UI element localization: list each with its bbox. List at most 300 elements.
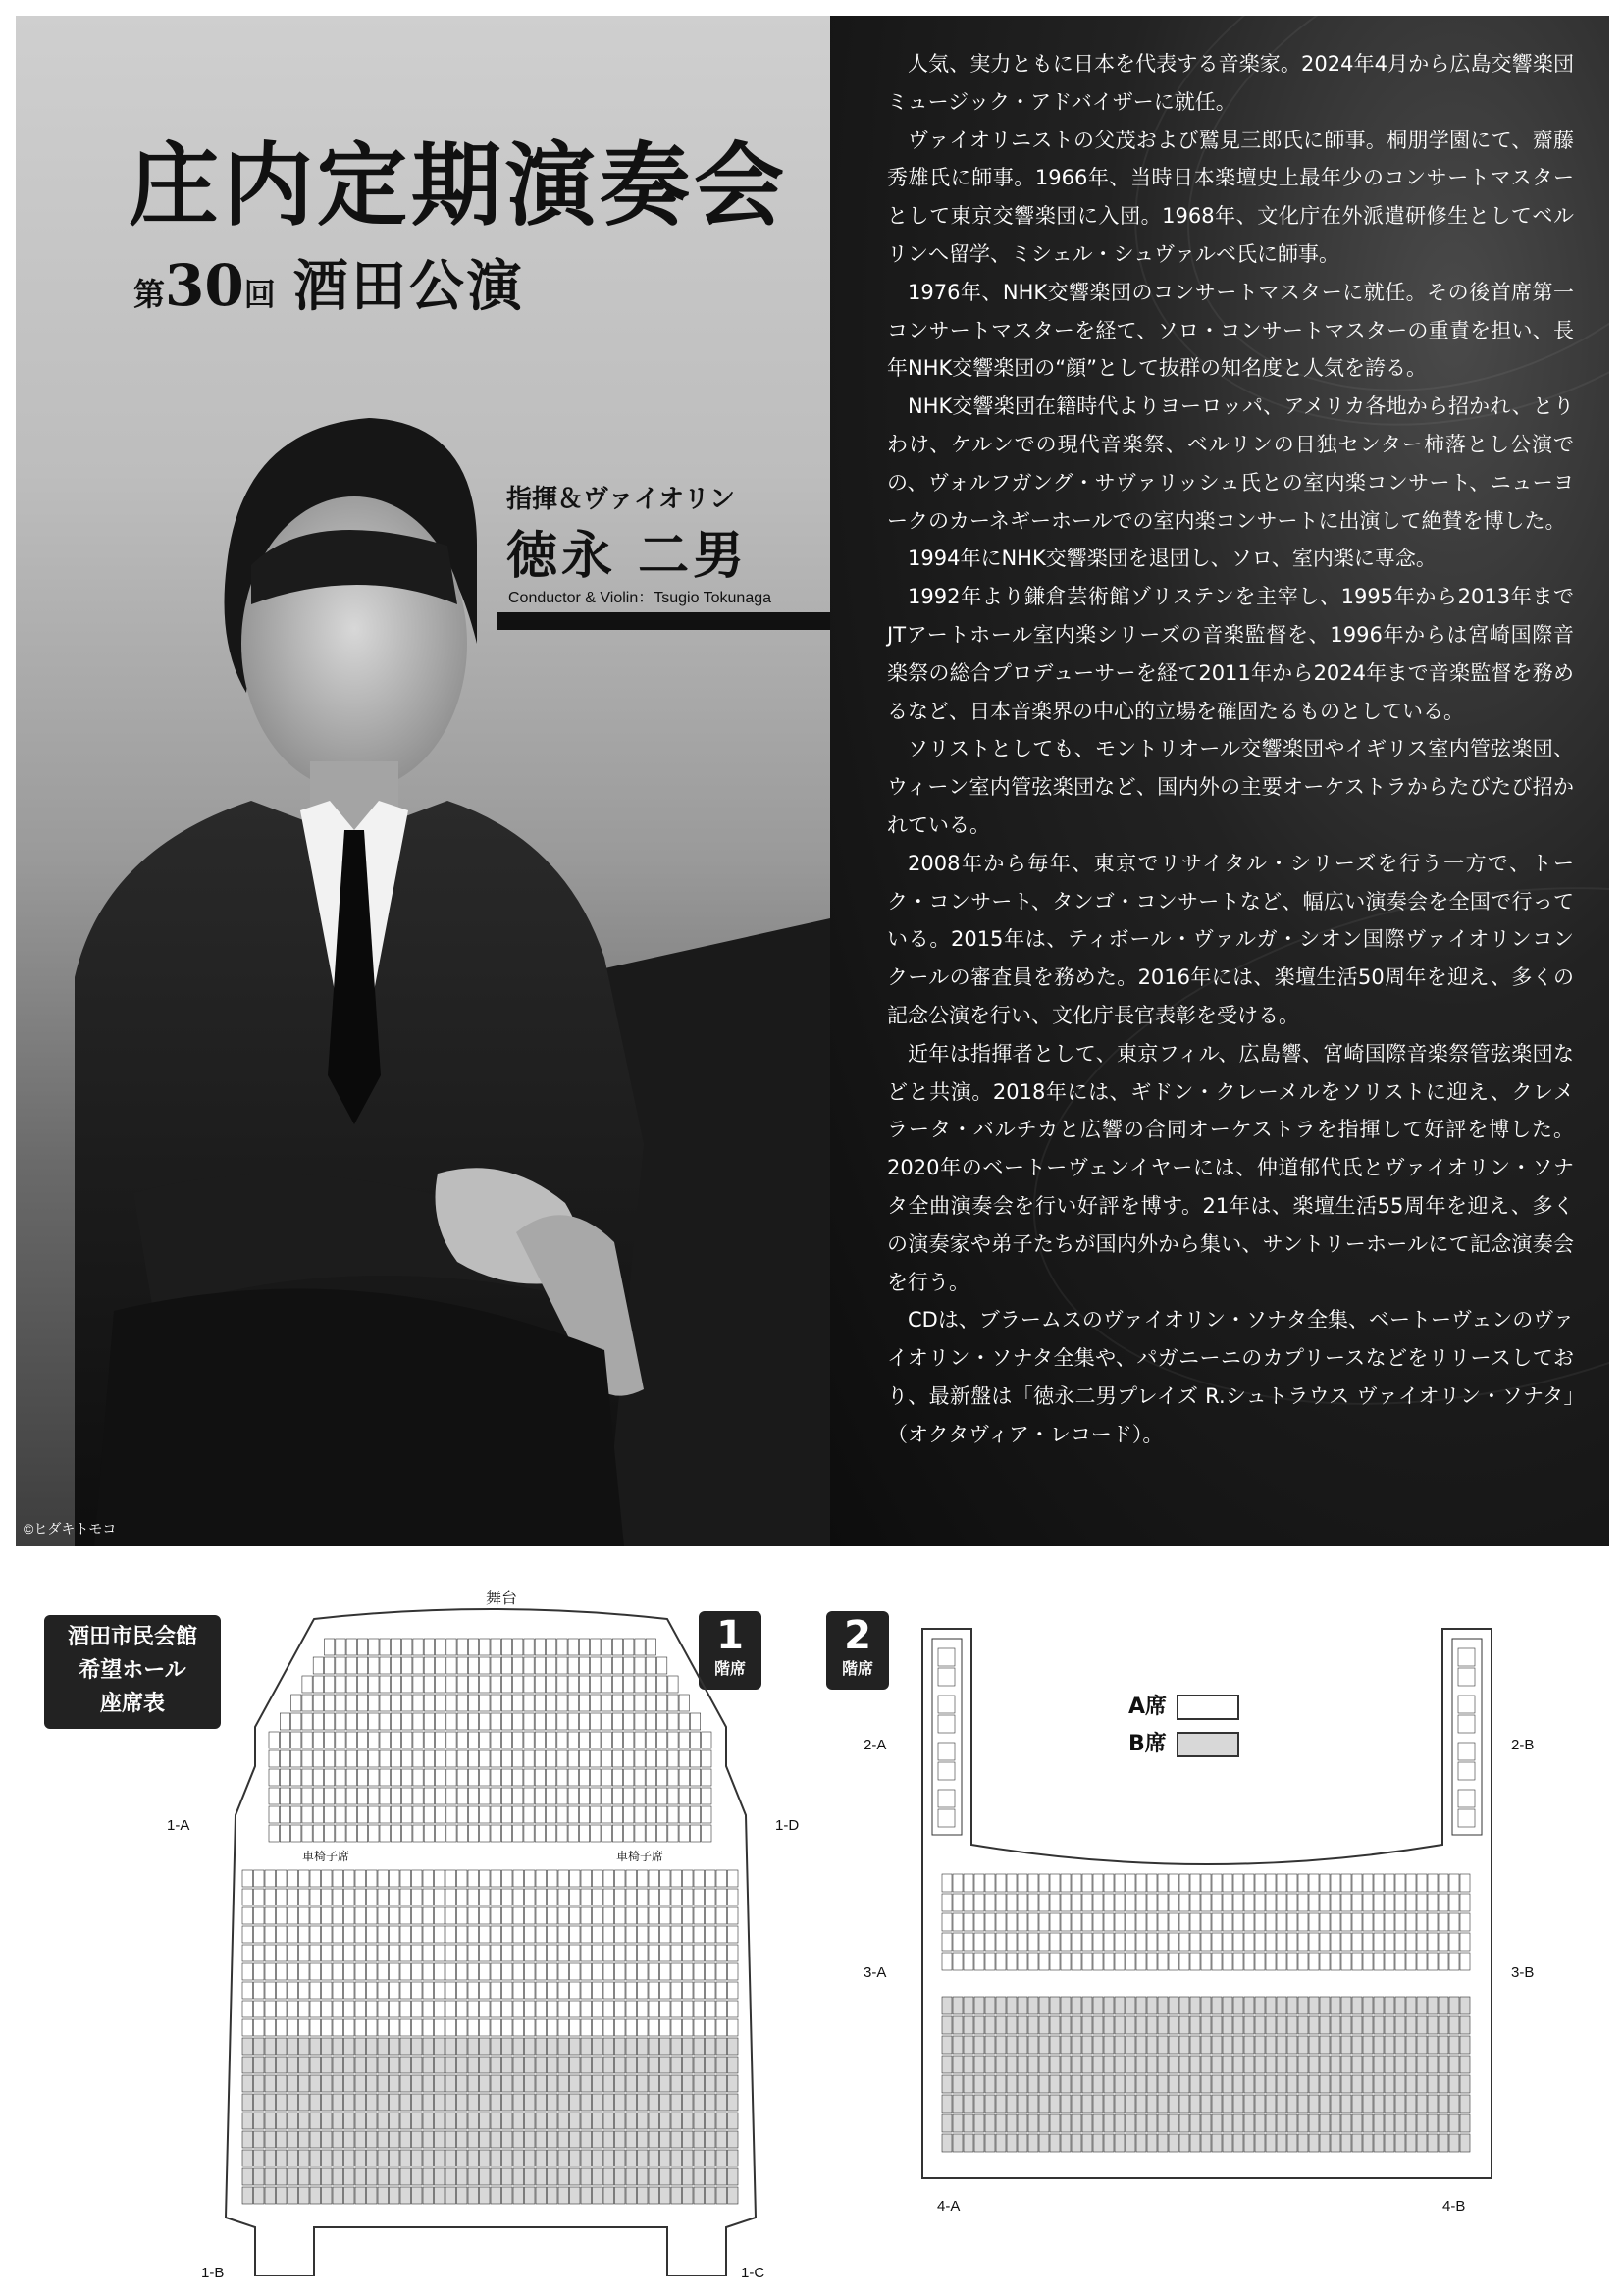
seat: [423, 2168, 434, 2185]
door-1a: 1-A: [167, 1817, 190, 1834]
seat: [310, 1982, 321, 1999]
seat: [1007, 1894, 1017, 1911]
seat: [942, 2134, 952, 2152]
seat: [265, 2019, 276, 2036]
seat: [344, 1870, 355, 1887]
seat: [346, 1788, 356, 1804]
seat: [679, 1750, 689, 1767]
bio-paragraph: 2008年から毎年、東京でリサイタル・シリーズを行う一方で、トーク・コンサート、タンゴ・コンサートなど、幅広い演奏会を全国で行っている。2015年は、ティボール・ヴァルガ・シオン国際ヴァイオリンコンクールの審査員を務めた。2016年には、楽壇生活50周年を迎え、多くの記念公演を行い、文化庁長官表彰を受ける。: [887, 851, 1574, 1027]
seat: [593, 1945, 603, 1961]
seat: [593, 2038, 603, 2055]
seat: [694, 2187, 705, 2204]
seat: [612, 1676, 622, 1693]
seat: [265, 1963, 276, 1980]
hall-line: 希望ホール: [79, 1658, 186, 1683]
seat: [1298, 2095, 1308, 2113]
edition-suffix: 回: [243, 276, 276, 313]
seat: [1190, 1874, 1200, 1892]
seat: [1374, 2036, 1384, 2054]
seat: [1158, 2095, 1168, 2113]
seat: [1082, 2056, 1092, 2073]
seat: [602, 1750, 611, 1767]
seat: [1190, 2114, 1200, 2132]
seat: [1233, 1953, 1243, 1970]
seat: [558, 2038, 569, 2055]
seat: [513, 1713, 523, 1730]
seat: [635, 1732, 645, 1748]
seat: [694, 1889, 705, 1905]
seat: [591, 1825, 601, 1842]
seat: [1061, 2114, 1071, 2132]
seat: [378, 2187, 389, 2204]
seat: [548, 1889, 558, 1905]
seat: [660, 2150, 671, 2166]
seat: [378, 1889, 389, 1905]
seat: [424, 1806, 434, 1823]
seat: [660, 2019, 671, 2036]
seat: [313, 1713, 323, 1730]
seat: [390, 2113, 400, 2129]
seat: [277, 2057, 288, 2073]
seat: [402, 1769, 412, 1786]
seat: [985, 2016, 995, 2034]
seat: [1104, 1874, 1114, 1892]
seat: [694, 2131, 705, 2148]
seat: [1072, 2056, 1081, 2073]
seat: [660, 1945, 671, 1961]
seat: [333, 1870, 343, 1887]
seat: [953, 2036, 963, 2054]
seat: [1255, 1913, 1265, 1931]
seat: [1341, 1913, 1351, 1931]
seat: [649, 2057, 659, 2073]
seat: [974, 2075, 984, 2093]
seat: [344, 2057, 355, 2073]
seat: [369, 1769, 379, 1786]
seat: [694, 1963, 705, 1980]
seat: [646, 1676, 655, 1693]
seat: [1277, 1953, 1286, 1970]
seat: [369, 1732, 379, 1748]
seat: [615, 2168, 626, 2185]
seat: [1039, 1933, 1049, 1951]
seat: [1458, 1743, 1475, 1760]
seat: [1352, 1953, 1362, 1970]
seat: [412, 1907, 423, 1924]
seat: [624, 1732, 634, 1748]
seat: [1449, 2075, 1459, 2093]
seat: [964, 1894, 973, 1911]
seat: [716, 1926, 727, 1943]
seat: [491, 1788, 500, 1804]
seat: [445, 2187, 456, 2204]
seat: [400, 2057, 411, 2073]
seat: [299, 2019, 310, 2036]
seat: [457, 1713, 467, 1730]
seat: [638, 2038, 649, 2055]
seat: [357, 1695, 367, 1711]
seat: [457, 1982, 468, 1999]
seat: [638, 1907, 649, 1924]
seat: [536, 1926, 547, 1943]
seat: [502, 2019, 513, 2036]
seat: [457, 2113, 468, 2129]
seat: [657, 1695, 667, 1711]
seat: [985, 2095, 995, 2113]
seat: [535, 1639, 545, 1655]
seat: [1287, 1953, 1297, 1970]
seat: [423, 2094, 434, 2111]
seat: [468, 1750, 478, 1767]
seat: [391, 1825, 400, 1842]
seat: [378, 1945, 389, 1961]
seat: [378, 2094, 389, 2111]
seat: [985, 1894, 995, 1911]
seat: [291, 1695, 301, 1711]
seat: [660, 2094, 671, 2111]
seat: [513, 1732, 523, 1748]
seat: [1309, 2016, 1319, 2034]
seat: [424, 1639, 434, 1655]
seat: [1244, 2056, 1254, 2073]
seat: [1374, 1874, 1384, 1892]
seat: [1417, 1874, 1427, 1892]
seat: [1449, 1913, 1459, 1931]
seat: [310, 2113, 321, 2129]
seat: [1212, 1894, 1222, 1911]
seat: [547, 1788, 556, 1804]
seat: [413, 1806, 423, 1823]
seat: [694, 2001, 705, 2017]
seat: [344, 1907, 355, 1924]
seat: [1201, 2095, 1211, 2113]
seat: [1458, 1696, 1475, 1713]
seat: [1277, 1997, 1286, 2014]
seat: [1028, 1997, 1038, 2014]
seat: [558, 1982, 569, 1999]
seat: [367, 2019, 378, 2036]
seat: [942, 2095, 952, 2113]
seat: [1277, 2095, 1286, 2113]
seat: [558, 2113, 569, 2129]
seat: [649, 1907, 659, 1924]
seat: [1460, 1894, 1470, 1911]
seat: [683, 2168, 694, 2185]
seat: [974, 2134, 984, 2152]
seat: [1309, 2095, 1319, 2113]
seat: [378, 1963, 389, 1980]
seat: [302, 1676, 312, 1693]
seat: [1093, 2134, 1103, 2152]
seat: [367, 2168, 378, 2185]
seat: [491, 1889, 501, 1905]
seat: [985, 1997, 995, 2014]
seat: [423, 1963, 434, 1980]
seat: [646, 1750, 655, 1767]
seat: [581, 1926, 592, 1943]
seat: [615, 2019, 626, 2036]
seat: [254, 1870, 265, 1887]
seat: [413, 1695, 423, 1711]
seat: [1028, 1913, 1038, 1931]
seat: [1352, 2134, 1362, 2152]
seat: [1169, 1997, 1178, 2014]
seat: [1255, 2056, 1265, 2073]
seat: [513, 1825, 523, 1842]
seat: [683, 1963, 694, 1980]
seat: [1179, 1933, 1189, 1951]
seat: [491, 1907, 501, 1924]
seat: [480, 1676, 490, 1693]
seat: [380, 1769, 390, 1786]
seat: [436, 1788, 445, 1804]
seat: [424, 1825, 434, 1842]
door-4b: 4-B: [1442, 2198, 1466, 2215]
seat: [1201, 2075, 1211, 2093]
seat: [1018, 1997, 1027, 2014]
seat: [624, 1825, 634, 1842]
seat: [1298, 1874, 1308, 1892]
seat: [1341, 2075, 1351, 2093]
seat: [1039, 2075, 1049, 2093]
seat: [615, 1982, 626, 1999]
seat: [1007, 2056, 1017, 2073]
seat: [1082, 1874, 1092, 1892]
seat: [457, 2001, 468, 2017]
seat: [1277, 2056, 1286, 2073]
seat: [536, 2187, 547, 2204]
seat: [694, 1945, 705, 1961]
seat: [291, 1769, 301, 1786]
seat: [412, 2187, 423, 2204]
seat: [635, 1695, 645, 1711]
seat: [938, 1762, 955, 1780]
seat: [1255, 2114, 1265, 2132]
seat: [568, 1676, 578, 1693]
seat: [938, 1668, 955, 1686]
seat: [646, 1788, 655, 1804]
seat: [525, 2131, 536, 2148]
seat: [570, 2001, 581, 2017]
seat: [468, 2038, 479, 2055]
seat: [683, 2019, 694, 2036]
door-2b: 2-B: [1511, 1737, 1535, 1753]
seat: [536, 2150, 547, 2166]
performer-name-en: Conductor & Violin：Tsugio Tokunaga: [508, 590, 772, 606]
seat: [570, 1870, 581, 1887]
seat: [638, 2150, 649, 2166]
seat: [964, 1933, 973, 1951]
seat: [280, 1732, 289, 1748]
seat: [378, 2131, 389, 2148]
seat: [413, 1788, 423, 1804]
seat: [423, 2038, 434, 2055]
seat: [322, 2038, 333, 2055]
seat: [299, 2131, 310, 2148]
seat: [1428, 1933, 1438, 1951]
seat: [1126, 1933, 1135, 1951]
seat: [513, 1963, 524, 1980]
seat: [346, 1639, 356, 1655]
seat: [1233, 1913, 1243, 1931]
seat: [525, 1870, 536, 1887]
seat: [513, 1889, 524, 1905]
seat: [310, 2075, 321, 2092]
seat: [254, 1907, 265, 1924]
seat: [333, 2113, 343, 2129]
seat: [1115, 1874, 1125, 1892]
seat: [702, 1750, 711, 1767]
seat: [558, 1945, 569, 1961]
seat: [603, 2057, 614, 2073]
seat: [626, 1870, 637, 1887]
seat: [1244, 2114, 1254, 2132]
seat: [491, 2038, 501, 2055]
seat: [390, 1926, 400, 1943]
seat: [1115, 2095, 1125, 2113]
seat: [391, 1750, 400, 1767]
seat: [1320, 2134, 1330, 2152]
seat: [728, 2019, 739, 2036]
seat: [412, 2038, 423, 2055]
seat: [436, 1806, 445, 1823]
seat: [615, 2187, 626, 2204]
seat: [412, 2001, 423, 2017]
seat: [346, 1825, 356, 1842]
seat: [355, 1963, 366, 1980]
seat: [435, 1945, 445, 1961]
seat: [649, 1963, 659, 1980]
seat: [242, 2075, 253, 2092]
seat: [1287, 1933, 1297, 1951]
seat: [1050, 1894, 1060, 1911]
seat: [1244, 2016, 1254, 2034]
seat: [547, 1769, 556, 1786]
seat: [242, 2038, 253, 2055]
seat: [480, 1963, 491, 1980]
seat: [302, 1695, 312, 1711]
seat: [412, 2094, 423, 2111]
seat: [491, 1676, 500, 1693]
seat: [1082, 2075, 1092, 2093]
seat: [1223, 1894, 1232, 1911]
seat: [568, 1750, 578, 1767]
seat: [1223, 2114, 1232, 2132]
seat: [501, 1713, 511, 1730]
seat: [1309, 2036, 1319, 2054]
seat: [671, 1945, 682, 1961]
seat: [657, 1806, 667, 1823]
seat: [1309, 2056, 1319, 2073]
seat: [1449, 2095, 1459, 2113]
seat: [513, 2038, 524, 2055]
seat: [557, 1639, 567, 1655]
seat: [457, 1889, 468, 1905]
seat: [1439, 1913, 1448, 1931]
seat: [480, 1695, 490, 1711]
seat: [1082, 1997, 1092, 2014]
seat: [525, 2019, 536, 2036]
bio-paragraph: ヴァイオリニストの父茂および鷲見三郎氏に師事。桐朋学園にて、齋藤秀雄氏に師事。1966年、当時日本楽壇史上最年少のコンサートマスターとして東京交響楽団に入団。1968年、文化庁在外派遣研修生としてベルリンへ留学、ミシェル・シュヴァルベ氏に師事。: [887, 128, 1574, 266]
seat: [716, 2094, 727, 2111]
seat: [513, 2113, 524, 2129]
seat: [1417, 1953, 1427, 1970]
seat: [322, 2075, 333, 2092]
seat: [1439, 2134, 1448, 2152]
seat: [1331, 1997, 1340, 2014]
seat: [683, 1889, 694, 1905]
seat: [491, 2094, 501, 2111]
wheelchair-seat-label-right: 車椅子席: [616, 1850, 664, 1863]
seat: [1190, 2134, 1200, 2152]
seat: [322, 2019, 333, 2036]
seat: [536, 2057, 547, 2073]
seat: [480, 1806, 490, 1823]
seat: [728, 1907, 739, 1924]
seat: [355, 1870, 366, 1887]
seat: [355, 1982, 366, 1999]
seat: [310, 2150, 321, 2166]
seat: [1439, 2036, 1448, 2054]
seat: [1179, 1913, 1189, 1931]
seat: [1126, 1913, 1135, 1931]
seat: [635, 1639, 645, 1655]
seat: [1374, 1997, 1384, 2014]
seat: [1018, 1913, 1027, 1931]
seat: [457, 2075, 468, 2092]
seat: [557, 1695, 567, 1711]
seat: [557, 1825, 567, 1842]
seat: [457, 2094, 468, 2111]
seat: [1093, 2095, 1103, 2113]
seat: [593, 2187, 603, 2204]
seat: [649, 2001, 659, 2017]
seat: [612, 1788, 622, 1804]
seat: [1320, 2016, 1330, 2034]
seat: [1093, 2075, 1103, 2093]
seat: [579, 1732, 589, 1748]
seat: [1115, 2075, 1125, 2093]
seat: [964, 2114, 973, 2132]
floor2-number: 2: [844, 1613, 871, 1658]
seat: [254, 2168, 265, 2185]
seat: [1018, 2036, 1027, 2054]
seat: [1115, 2016, 1125, 2034]
seat: [391, 1769, 400, 1786]
seat: [299, 1889, 310, 1905]
seat: [1428, 2016, 1438, 2034]
seat: [570, 2038, 581, 2055]
seat: [299, 2094, 310, 2111]
seat: [603, 1926, 614, 1943]
seat: [548, 2001, 558, 2017]
floor1-seat-map: [177, 1590, 805, 2276]
seat: [668, 1769, 678, 1786]
seat: [706, 2150, 716, 2166]
seat: [333, 2038, 343, 2055]
seat: [344, 2019, 355, 2036]
seat: [435, 1907, 445, 1924]
door-1b: 1-B: [201, 2265, 225, 2281]
seat: [1115, 2134, 1125, 2152]
seat: [525, 2075, 536, 2092]
seat: [457, 1639, 467, 1655]
seat: [1136, 1997, 1146, 2014]
seat: [1158, 1953, 1168, 1970]
seat: [1460, 1997, 1470, 2014]
seat: [380, 1825, 390, 1842]
seat: [1385, 2016, 1394, 2034]
